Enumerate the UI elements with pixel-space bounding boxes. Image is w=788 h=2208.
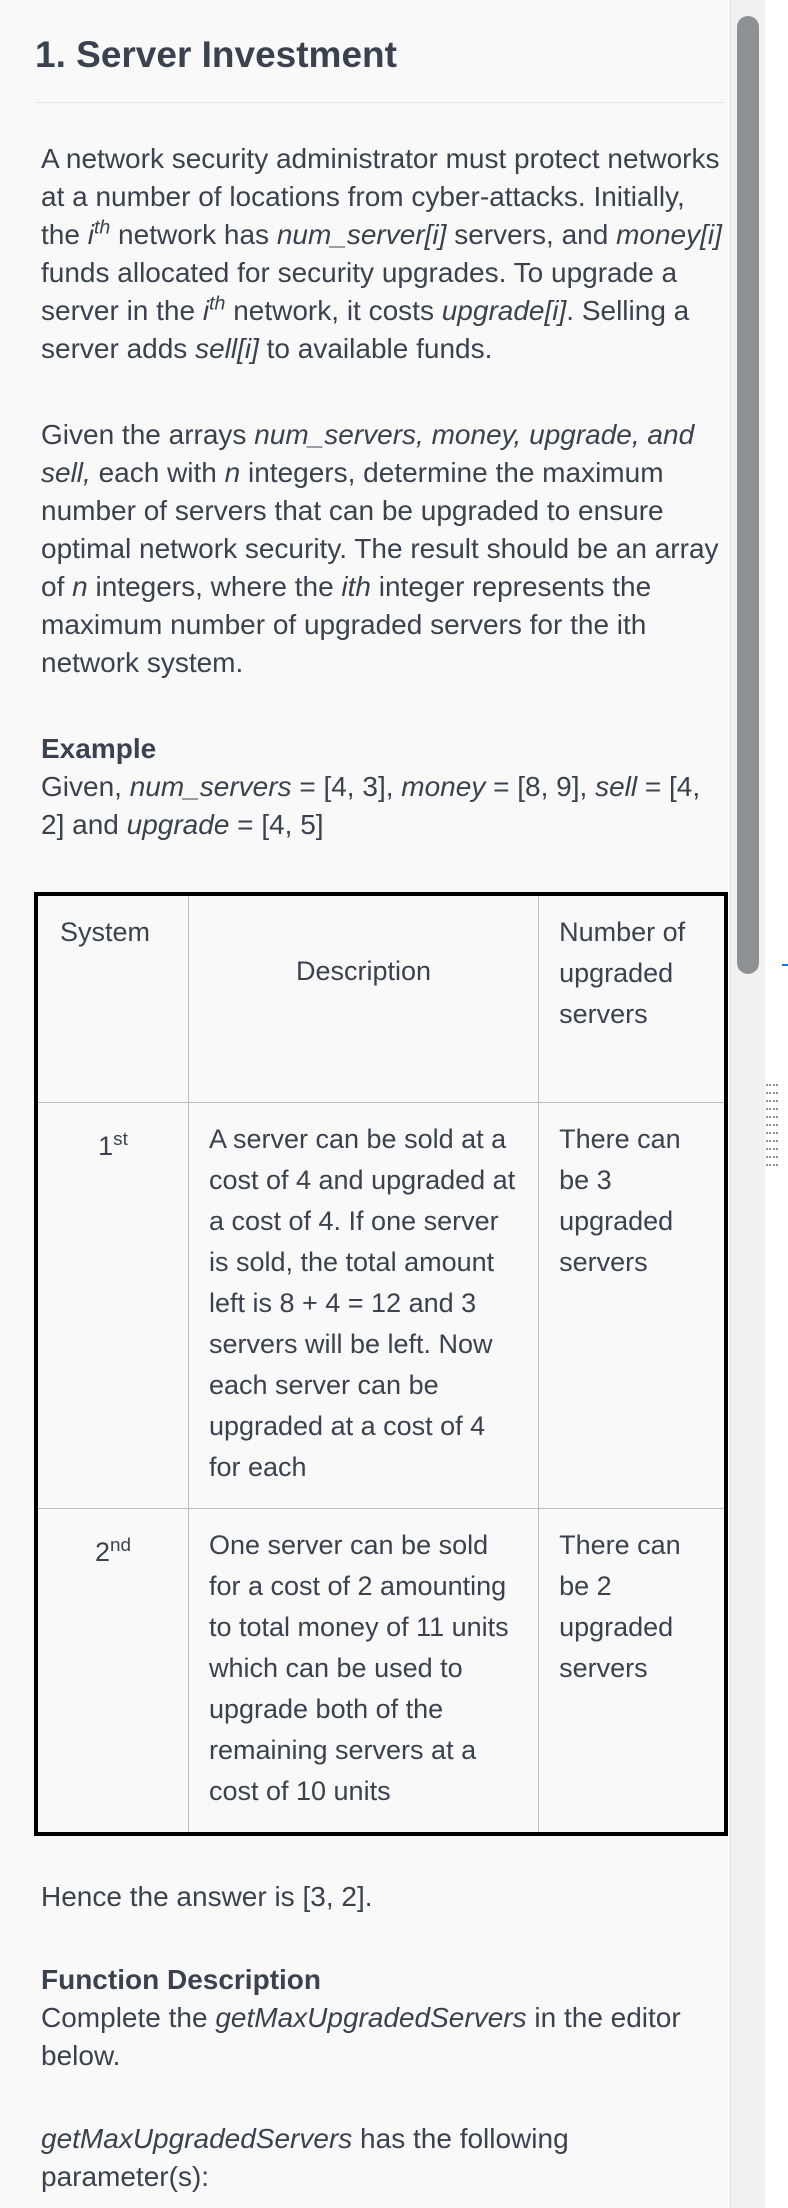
problem-title: 1. Server Investment — [35, 34, 397, 75]
answer-text: Hence the answer is [3, 2]. — [41, 1881, 373, 1912]
example-heading: Example — [41, 733, 157, 764]
parameters-intro: getMaxUpgradedServers has the following parameter(s): — [41, 2123, 569, 2192]
example-given: Given, num_servers = [4, 3], money = [8, 9], sell = [4, 2] and upgrade = [4, 5] — [41, 771, 701, 840]
system-cell: 2nd — [36, 1509, 188, 1835]
table-header-row — [36, 894, 726, 1103]
example-table — [34, 892, 728, 1836]
post-example-body — [41, 1878, 727, 2196]
intro-paragraph: A network security administrator must protect networks at a number of locations from cyber-attacks. Initially, the $i^{th}$ network has num_server[i] servers, and money[i] funds allocated for security upgrades. To upgrade a server in the $i^{th}$ network, it costs upgrade[i]. Selling a server adds sell[i] to available funds. — [41, 143, 722, 364]
result-cell: There can be 2 upgraded servers — [539, 1509, 726, 1835]
function-description-heading: Function Description — [41, 1964, 321, 1995]
title-divider — [35, 102, 725, 103]
editor-edge-marker — [782, 964, 788, 966]
problem-body — [41, 140, 727, 844]
scrollbar-thumb[interactable] — [737, 16, 759, 974]
result-cell: There can be 3 upgraded servers — [539, 1103, 726, 1509]
description-cell: A server can be sold at a cost of 4 and upgraded at a cost of 4. If one server is sold, the total amount left is 8 + 4 = 12 and 3 servers will be left. Now each server can be upgraded at a cost of 4 for each — [188, 1103, 538, 1509]
header-system: System — [36, 894, 188, 1103]
function-description-text: Complete the getMaxUpgradedServers in the editor below. — [41, 2002, 681, 2071]
panel-resize-handle[interactable] — [766, 1084, 778, 1150]
header-description: Description — [188, 894, 538, 1103]
task-paragraph: Given the arrays num_servers, money, upgrade, and sell, each with n integers, determine the maximum number of servers that can be upgraded to ensure optimal network security. The result should be an array of n integers, where the ith integer represents the maximum number of upgraded servers for the ith network system. — [41, 419, 719, 678]
header-upgraded-count: Number of upgraded servers — [539, 894, 726, 1103]
table-row — [36, 1509, 726, 1835]
table-row — [36, 1103, 726, 1509]
system-cell: 1st — [36, 1103, 188, 1509]
description-cell: One server can be sold for a cost of 2 amounting to total money of 11 units which can be used to upgrade both of the remaining servers at a cost of 10 units — [188, 1509, 538, 1835]
